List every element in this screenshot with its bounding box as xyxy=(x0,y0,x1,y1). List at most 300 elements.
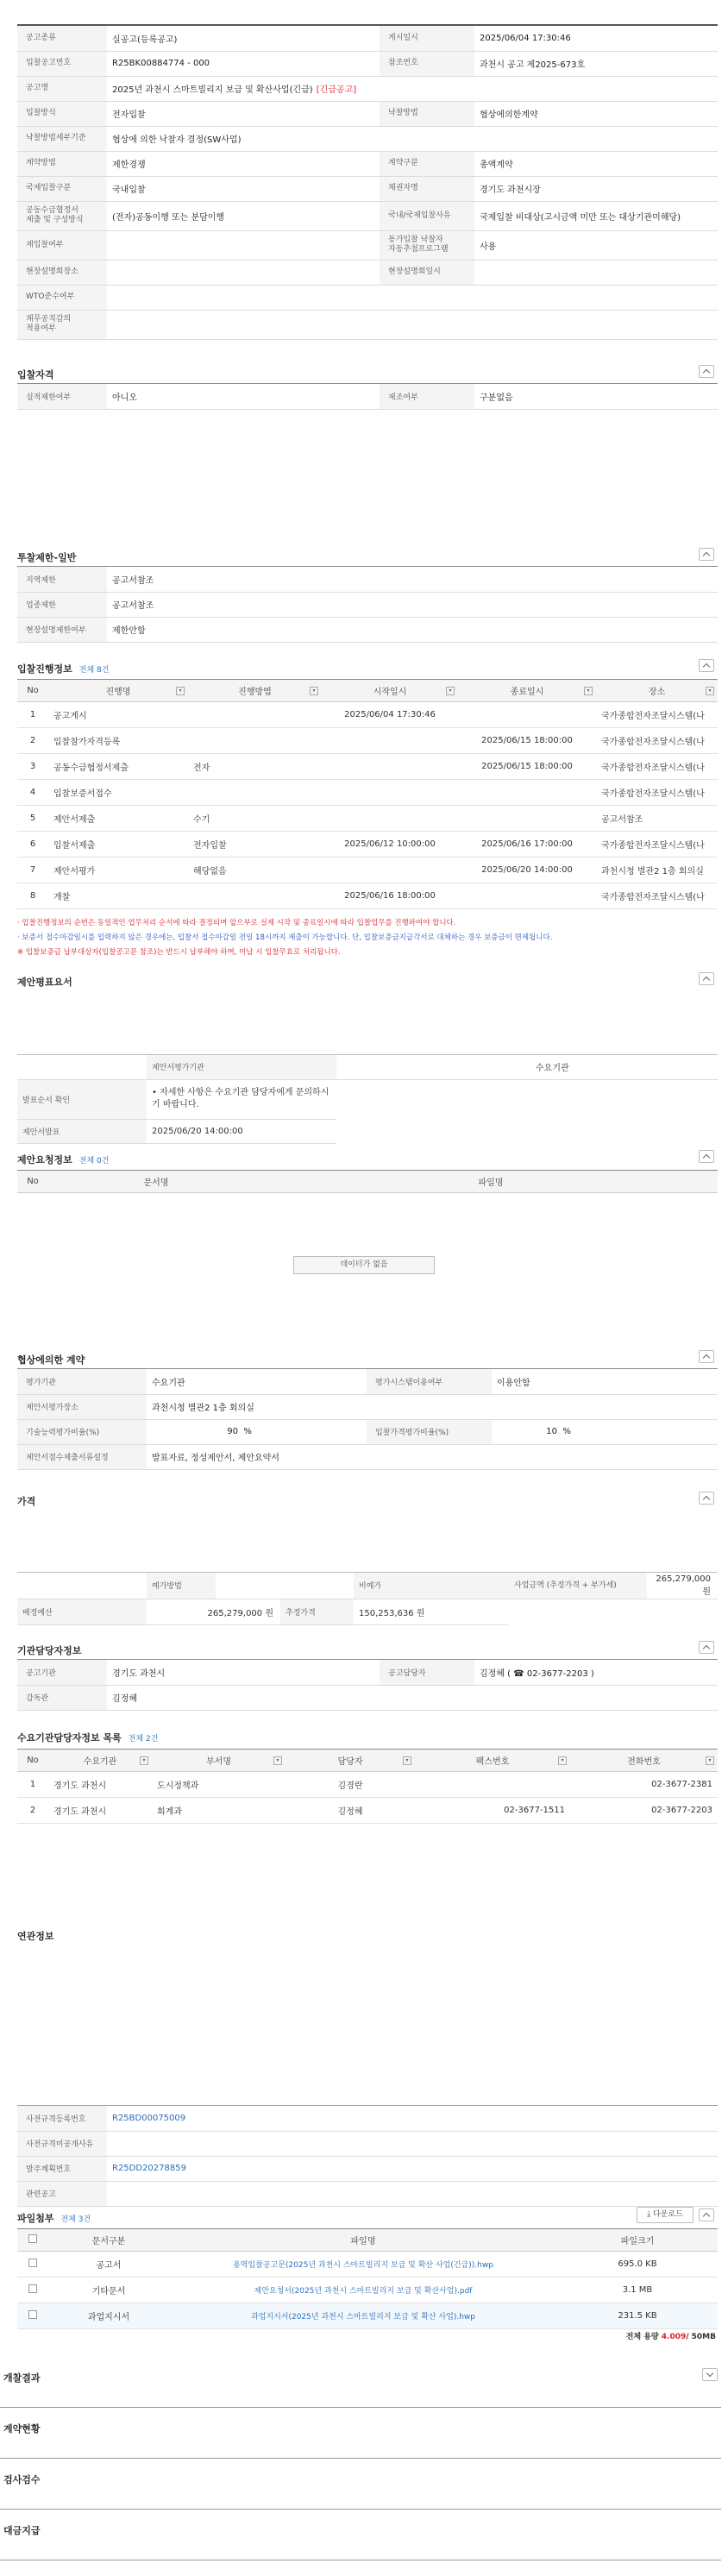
row-checkbox[interactable] xyxy=(28,2259,37,2267)
table-row xyxy=(17,2303,718,2329)
kv-value: 경기도 과천시 xyxy=(107,1660,380,1685)
table-cell: 2 xyxy=(17,1798,48,1824)
kv-value xyxy=(107,285,718,310)
kv-key: 지역제한 xyxy=(17,567,107,592)
price-table xyxy=(17,1572,718,1625)
table-cell xyxy=(458,806,596,832)
kv-value-text: 실공고(등록공고) xyxy=(112,35,178,45)
kv-key: 참조번호 xyxy=(380,51,474,76)
table-cell: 7 xyxy=(17,858,48,883)
kv-key: 낙찰방법 xyxy=(380,101,474,126)
restriction-collapse-button[interactable] xyxy=(699,548,714,561)
kv-value xyxy=(107,76,718,101)
kv-key: 입찰방식 xyxy=(17,101,107,126)
table-cell: 국가종합전자조달시스템(나 xyxy=(596,702,718,728)
kv-key: 사전규격미공개사유 xyxy=(17,2131,107,2156)
col-header-label: No xyxy=(27,1756,39,1765)
kv-value xyxy=(107,2106,718,2131)
row-checkbox[interactable] xyxy=(28,2284,37,2293)
table-cell xyxy=(188,883,322,909)
sort-icon[interactable]: ▾ xyxy=(706,687,714,695)
agency-title: 기관담당자정보 xyxy=(17,1645,82,1656)
kv-value-text: 협상에 의한 낙찰자 결정(SW사업) xyxy=(112,135,242,145)
table-cell: 개찰 xyxy=(48,883,188,909)
table-cell xyxy=(322,728,458,754)
table-cell: 2025/06/12 10:00:00 xyxy=(322,832,458,858)
related-link[interactable]: R25DD20278859 xyxy=(112,2164,186,2173)
table-cell xyxy=(188,780,322,806)
kv-row xyxy=(17,285,718,310)
kv-key: 현장설명제한여부 xyxy=(17,617,107,642)
table-cell: 02-3677-2203 xyxy=(570,1798,718,1824)
col-header-label: 시작일시 xyxy=(373,688,407,697)
budget-label: 배정예산 xyxy=(17,1599,147,1624)
budget-value: 265,279,000 원 xyxy=(147,1599,280,1624)
kv-value: 2025/06/04 17:30:46 xyxy=(474,26,718,51)
table-cell: 2025/06/20 14:00:00 xyxy=(458,858,596,883)
col-header-label: 진행방법 xyxy=(238,688,272,697)
col-header[interactable] xyxy=(48,1750,152,1772)
kv-value: 수요기관 xyxy=(147,1369,367,1394)
col-header[interactable] xyxy=(286,1750,415,1772)
collapsed-section-title: 개찰결과 xyxy=(3,2372,41,2384)
negotiation-collapse-button[interactable] xyxy=(699,1350,714,1363)
table-cell: 공고서 xyxy=(48,2252,169,2278)
kv-row xyxy=(17,2156,718,2181)
kv-value: 과천시 공고 제2025-673호 xyxy=(474,51,718,76)
table-cell: 2025/06/16 17:00:00 xyxy=(458,832,596,858)
kv-row xyxy=(17,260,718,285)
tech-ratio: 90 % xyxy=(147,1419,367,1444)
kv-value xyxy=(107,26,380,51)
kv-value: 발표자료, 정성제안서, 제안요약서 xyxy=(147,1444,718,1469)
progress-title: 입찰진행정보 전체 8건 xyxy=(17,663,110,675)
col-header-label: 파일명 xyxy=(350,2237,376,2246)
kv-value: 과천시청 별관2 1층 회의실 xyxy=(147,1394,718,1419)
col-header[interactable] xyxy=(152,1750,286,1772)
kv-value xyxy=(107,230,380,260)
col-header xyxy=(17,680,48,702)
kv-key: 채권자명 xyxy=(380,176,474,201)
table-cell xyxy=(322,806,458,832)
table-cell: 2025/06/15 18:00:00 xyxy=(458,728,596,754)
table-cell: 3.1 MB xyxy=(557,2278,718,2303)
kv-row xyxy=(17,201,718,230)
table-cell: 경기도 과천시 xyxy=(48,1772,152,1798)
table-cell: 5 xyxy=(17,806,48,832)
sort-icon[interactable]: ▾ xyxy=(176,687,185,695)
kv-value: 공고서참조 xyxy=(107,592,718,617)
table-row xyxy=(17,754,718,780)
progress-note: · 입찰진행정보의 순번은 동일적인 업무처리 순서에 따라 결정되며 앞으부로 실제 시작 및 종료일시에 따라 입찰업무를 진행하여야 합니다. xyxy=(17,919,456,927)
table-cell xyxy=(458,702,596,728)
demand-title: 수요기관담당자정보 목록 전체 2건 xyxy=(17,1732,159,1744)
col-header xyxy=(169,2229,557,2252)
kv-key: 공고종류 xyxy=(17,26,107,51)
table-cell: 1 xyxy=(17,702,48,728)
table-row xyxy=(17,806,718,832)
table-cell: 공고서참조 xyxy=(596,806,718,832)
table-cell xyxy=(415,1772,570,1798)
progress-table xyxy=(17,679,718,909)
table-cell: 국가종합전자조달시스템(나 xyxy=(596,883,718,909)
download-button[interactable]: ⤓ 다운로드 xyxy=(637,2207,693,2223)
kv-value: 경기도 과천시장 xyxy=(474,176,718,201)
kv-key: 공고기관 xyxy=(17,1660,107,1685)
bottom-sections xyxy=(0,2357,728,2560)
eval-org-label: 제안서평가기관 xyxy=(147,1055,336,1079)
col-header[interactable] xyxy=(415,1750,570,1772)
kv-row xyxy=(17,2181,718,2206)
price-title: 가격 xyxy=(17,1496,36,1507)
col-header[interactable] xyxy=(48,680,188,702)
price-collapse-button[interactable] xyxy=(699,1492,714,1505)
kv-value xyxy=(474,260,718,285)
table-cell xyxy=(458,883,596,909)
proposal-table xyxy=(17,1054,718,1144)
col-header-label: 장소 xyxy=(648,688,666,697)
sort-icon[interactable]: ▾ xyxy=(403,1756,411,1765)
files-capacity: 전체 용량 4.009/ 50MB xyxy=(625,2333,716,2341)
table-cell: 02-3677-1511 xyxy=(415,1798,570,1824)
kv-value-text: 국내입찰 xyxy=(112,185,146,195)
kv-row xyxy=(17,2106,718,2131)
kv-value-text: 2025년 과천시 스마트빌리지 보급 및 확산사업(긴급) xyxy=(112,85,313,95)
table-cell: 국가종합전자조달시스템(나 xyxy=(596,832,718,858)
table-cell: 2025/06/16 18:00:00 xyxy=(322,883,458,909)
demand-table xyxy=(17,1749,718,1824)
col-header xyxy=(48,2229,169,2252)
collapsed-section[interactable] xyxy=(0,2459,721,2510)
col-header-label: 종료일시 xyxy=(510,688,544,697)
est-price-value: 150,253,636 원 xyxy=(354,1599,509,1624)
collapsed-section[interactable] xyxy=(0,2510,721,2560)
collapsed-section-title: 검사검수 xyxy=(3,2474,41,2485)
col-header xyxy=(17,1750,48,1772)
negotiation-title: 협상에의한 계약 xyxy=(17,1354,85,1366)
kv-value xyxy=(107,2181,718,2206)
col-header-label: 부서명 xyxy=(206,1757,231,1767)
col-header[interactable] xyxy=(322,680,458,702)
table-cell: 6 xyxy=(17,832,48,858)
files-title: 파일첨부 전체 3건 xyxy=(17,2213,91,2224)
kv-row xyxy=(17,126,718,151)
table-cell: 김경란 xyxy=(286,1772,415,1798)
file-link[interactable]: 용역입찰공고문(2025년 과천시 스마트빌리지 보급 및 확산 사업(긴급)).hwp xyxy=(233,2261,493,2270)
table-cell xyxy=(322,754,458,780)
table-cell xyxy=(188,702,322,728)
kv-row xyxy=(17,26,718,51)
col-header-label: 진행명 xyxy=(105,688,131,697)
kv-key: 평가기관 xyxy=(17,1369,147,1394)
negotiation-table xyxy=(17,1369,718,1470)
price-method-label: 예가방법 xyxy=(147,1573,216,1599)
table-cell: 수기 xyxy=(188,806,322,832)
select-all-checkbox[interactable] xyxy=(28,2234,37,2243)
sort-icon[interactable]: ▾ xyxy=(706,1756,714,1765)
col-header-label: 수요기관 xyxy=(83,1757,117,1767)
table-cell: 경기도 과천시 xyxy=(48,1798,152,1824)
file-link[interactable]: 과업지시서(2025년 과천시 스마트빌리지 보급 및 확산 사업).hwp xyxy=(251,2313,475,2322)
table-cell: 전자 xyxy=(188,754,322,780)
table-cell xyxy=(169,2278,557,2303)
confirm-label: 발표순서 확인 xyxy=(17,1079,147,1119)
kv-value: 김정혜 xyxy=(107,1685,718,1710)
table-row xyxy=(17,1772,718,1798)
kv-value: 사용 xyxy=(474,230,718,260)
kv-row xyxy=(17,2131,718,2156)
collapsed-section-title: 계약현황 xyxy=(3,2423,41,2435)
restriction-title: 투찰제한-일반 xyxy=(17,552,77,563)
row-checkbox-cell xyxy=(17,2303,48,2329)
table-cell: 과천시청 별관2 1층 회의실 xyxy=(596,858,718,883)
table-row xyxy=(17,858,718,883)
col-header[interactable] xyxy=(458,680,596,702)
kv-value: 제한안함 xyxy=(107,617,718,642)
kv-row xyxy=(17,76,718,101)
table-cell: 02-3677-2381 xyxy=(570,1772,718,1798)
related-table xyxy=(17,2105,718,2207)
collapsed-section-title: 대금지급 xyxy=(3,2525,41,2536)
price-amount-label: 사업금액 (추정가격 + 부가세) xyxy=(509,1573,647,1599)
col-header-label: 담당자 xyxy=(337,1757,363,1767)
kv-key: 공고담당자 xyxy=(380,1660,474,1685)
expand-button[interactable] xyxy=(702,2368,718,2381)
row-checkbox-cell xyxy=(17,2252,48,2278)
file-link[interactable]: 제안요청서(2025년 과천시 스마트빌리지 보급 및 확산사업).pdf xyxy=(254,2287,473,2296)
kv-value xyxy=(107,310,718,339)
price-ratio: 10 % xyxy=(492,1419,718,1444)
kv-key: 감독관 xyxy=(17,1685,107,1710)
table-cell: 1 xyxy=(17,1772,48,1798)
table-cell: 국가종합전자조달시스템(나 xyxy=(596,754,718,780)
proposal-table-collapse-button[interactable] xyxy=(699,972,714,985)
proposal-request-collapse-button[interactable] xyxy=(699,1150,714,1163)
kv-row xyxy=(17,101,718,126)
sort-icon[interactable]: ▾ xyxy=(584,687,593,695)
kv-value xyxy=(107,51,380,76)
kv-key: 계약구분 xyxy=(380,151,474,176)
sort-icon[interactable]: ▾ xyxy=(310,687,318,695)
kv-row xyxy=(17,567,718,592)
table-cell: 2025/06/15 18:00:00 xyxy=(458,754,596,780)
row-checkbox-cell xyxy=(17,2278,48,2303)
kv-key: 입찰가격평가비율(%) xyxy=(367,1419,492,1444)
collapsed-section[interactable] xyxy=(0,2357,721,2408)
table-cell: 2025/06/04 17:30:46 xyxy=(322,702,458,728)
basic-info-table xyxy=(17,24,718,340)
sort-icon[interactable]: ▾ xyxy=(273,1756,282,1765)
kv-key: 관련공고 xyxy=(17,2181,107,2206)
col-header: 파일명 xyxy=(264,1171,718,1193)
agency-collapse-button[interactable] xyxy=(699,1641,714,1654)
sort-icon[interactable]: ▾ xyxy=(446,687,455,695)
table-cell: 제안서평가 xyxy=(48,858,188,883)
table-row xyxy=(17,1798,718,1824)
kv-key: 낙찰방법세부기준 xyxy=(17,126,107,151)
empty-data-message: 데이터가 없음 xyxy=(293,1256,435,1274)
table-cell: 국가종합전자조달시스템(나 xyxy=(596,780,718,806)
table-cell: 해당없음 xyxy=(188,858,322,883)
table-row xyxy=(17,728,718,754)
kv-row xyxy=(17,51,718,76)
table-cell: 과업지시서 xyxy=(48,2303,169,2329)
proposal-request-table xyxy=(17,1170,718,1193)
table-cell: 695.0 KB xyxy=(557,2252,718,2278)
eval-org-value: 수요기관 xyxy=(530,1055,718,1079)
table-cell: 231.5 KB xyxy=(557,2303,718,2329)
kv-value xyxy=(107,151,380,176)
kv-key: 제조여부 xyxy=(380,384,474,409)
kv-value xyxy=(107,126,718,151)
table-cell: 입찰보증서접수 xyxy=(48,780,188,806)
kv-row xyxy=(17,176,718,201)
col-header-label: 문서구분 xyxy=(91,2237,126,2246)
col-header: 문서명 xyxy=(48,1171,264,1193)
kv-value xyxy=(107,2131,718,2156)
est-price-label: 추정가격 xyxy=(280,1599,354,1624)
kv-key: 실적제한여부 xyxy=(17,384,107,409)
col-header[interactable] xyxy=(596,680,718,702)
table-row xyxy=(17,883,718,909)
confirm-text: • 자세한 사항은 수요기관 담당자에게 문의하시기 바랍니다. xyxy=(147,1079,336,1119)
kv-value-text: 제한경쟁 xyxy=(112,160,146,170)
proposal-request-title: 제안요청정보 전체 0건 xyxy=(17,1154,110,1165)
progress-note: ※ 입찰보증금 납부대상자(입찰공고문 참조)는 반드시 납부해야 하며, 미납 시 입찰무효로 처리됩니다. xyxy=(17,948,341,957)
kv-value: 국제입찰 비대상(고시금액 미만 또는 대상기관미해당) xyxy=(474,201,718,230)
kv-key: 계약방법 xyxy=(17,151,107,176)
kv-key: 공고명 xyxy=(17,76,107,101)
restriction-table xyxy=(17,567,718,643)
kv-value xyxy=(107,101,380,126)
kv-row xyxy=(17,310,718,339)
collapsed-section[interactable] xyxy=(0,2408,721,2459)
proposal-table-title: 제안평표요서 xyxy=(17,977,72,988)
kv-key: WTO준수여부 xyxy=(17,285,107,310)
sort-icon[interactable]: ▾ xyxy=(140,1756,148,1765)
qualification-table xyxy=(17,384,718,410)
table-cell: 4 xyxy=(17,780,48,806)
kv-row xyxy=(17,151,718,176)
table-cell: 전자입찰 xyxy=(188,832,322,858)
kv-value xyxy=(107,2156,718,2181)
kv-key: 현장설명회장소 xyxy=(17,260,107,285)
kv-value xyxy=(107,260,380,285)
price-method-value xyxy=(216,1573,280,1599)
kv-row xyxy=(17,617,718,642)
col-header-label: 팩스번호 xyxy=(475,1757,510,1767)
kv-key: 공동수급협정서 제출 및 구성방식 xyxy=(17,201,107,230)
files-collapse-button[interactable] xyxy=(699,2208,714,2221)
table-cell: 공고게시 xyxy=(48,702,188,728)
related-title: 연관정보 xyxy=(17,1931,54,1942)
kv-row xyxy=(17,592,718,617)
table-cell: 공동수급협정서제출 xyxy=(48,754,188,780)
kv-key: 게시일시 xyxy=(380,26,474,51)
kv-key: 사전규격등록번호 xyxy=(17,2106,107,2131)
sort-icon[interactable]: ▾ xyxy=(558,1756,567,1765)
kv-key: 제안서접수제출서류설정 xyxy=(17,1444,147,1469)
table-cell: 입찰참가자격등록 xyxy=(48,728,188,754)
download-icon: ⤓ xyxy=(647,2210,651,2219)
price-amount-value: 265,279,000 원 xyxy=(647,1573,718,1599)
kv-value-text: 전자입찰 xyxy=(112,110,146,120)
kv-key: 국내/국제입찰사유 xyxy=(380,201,474,230)
table-row xyxy=(17,780,718,806)
qualification-title: 입찰자격 xyxy=(17,369,54,380)
table-cell xyxy=(169,2252,557,2278)
table-cell: 회계과 xyxy=(152,1798,286,1824)
col-header-label: No xyxy=(27,686,39,695)
table-cell: 제안서제출 xyxy=(48,806,188,832)
kv-key: 기술능력평가비율(%) xyxy=(17,1419,147,1444)
table-cell: 도시정책과 xyxy=(152,1772,286,1798)
table-cell xyxy=(188,728,322,754)
table-cell xyxy=(322,780,458,806)
kv-value: 협상에의한계약 xyxy=(474,101,718,126)
kv-key: 평가시스템이용여부 xyxy=(367,1369,492,1394)
kv-value: 공고서참조 xyxy=(107,567,718,592)
table-cell: 8 xyxy=(17,883,48,909)
kv-key: 재입찰여부 xyxy=(17,230,107,260)
files-table xyxy=(17,2228,718,2329)
table-cell xyxy=(458,780,596,806)
price-ratio-label: 비예가 xyxy=(354,1573,509,1599)
col-header[interactable] xyxy=(188,680,322,702)
qualification-collapse-button[interactable] xyxy=(699,365,714,378)
table-row xyxy=(17,832,718,858)
kv-key: 현장설명회일시 xyxy=(380,260,474,285)
progress-total: 전체 8건 xyxy=(78,666,110,675)
col-header-label: 파일크기 xyxy=(620,2237,655,2246)
kv-value: 이용안함 xyxy=(492,1369,718,1394)
col-header-label: 전화번호 xyxy=(627,1757,661,1767)
kv-value-text: (전자)공동이행 또는 분담이행 xyxy=(112,212,225,223)
row-checkbox[interactable] xyxy=(28,2310,37,2319)
related-link[interactable]: R25BD00075009 xyxy=(112,2113,186,2123)
table-cell: 기타문서 xyxy=(48,2278,169,2303)
table-row xyxy=(17,2278,718,2303)
kv-value: 아니오 xyxy=(107,384,380,409)
present-label: 제안서발표 xyxy=(17,1119,147,1143)
kv-key: 동가입찰 낙찰자 자동추첨프로그램 xyxy=(380,230,474,260)
kv-key: 국제입찰구분 xyxy=(17,176,107,201)
table-cell xyxy=(322,858,458,883)
progress-note: · 보증서 접수마감일시를 입력하지 않은 경우에는, 입찰서 접수마감일 전일 18시까지 제출이 가능합니다. 단, 입찰보증금지급각서로 대체하는 경우 보증금이 면제됩니다. xyxy=(17,933,553,942)
col-header: No xyxy=(17,1171,48,1193)
kv-value: 김정혜 ( ☎ 02-3677-2203 ) xyxy=(474,1660,718,1685)
kv-value: 구분없음 xyxy=(474,384,718,409)
col-header[interactable] xyxy=(570,1750,718,1772)
kv-value xyxy=(107,201,380,230)
table-cell xyxy=(169,2303,557,2329)
progress-notes xyxy=(17,916,718,960)
col-header xyxy=(17,2229,48,2252)
agency-table xyxy=(17,1660,718,1711)
progress-collapse-button[interactable] xyxy=(699,659,714,672)
present-value: 2025/06/20 14:00:00 xyxy=(147,1119,336,1143)
kv-key: 제안서평가장소 xyxy=(17,1394,147,1419)
table-cell: 3 xyxy=(17,754,48,780)
kv-key: 업종제한 xyxy=(17,592,107,617)
table-row xyxy=(17,702,718,728)
kv-value-text: R25BK00884774 - 000 xyxy=(112,59,210,68)
table-cell: 국가종합전자조달시스템(나 xyxy=(596,728,718,754)
urgent-tag: [긴급공고] xyxy=(316,85,357,95)
table-cell: 2 xyxy=(17,728,48,754)
table-cell: 입찰서제출 xyxy=(48,832,188,858)
table-row xyxy=(17,2252,718,2278)
